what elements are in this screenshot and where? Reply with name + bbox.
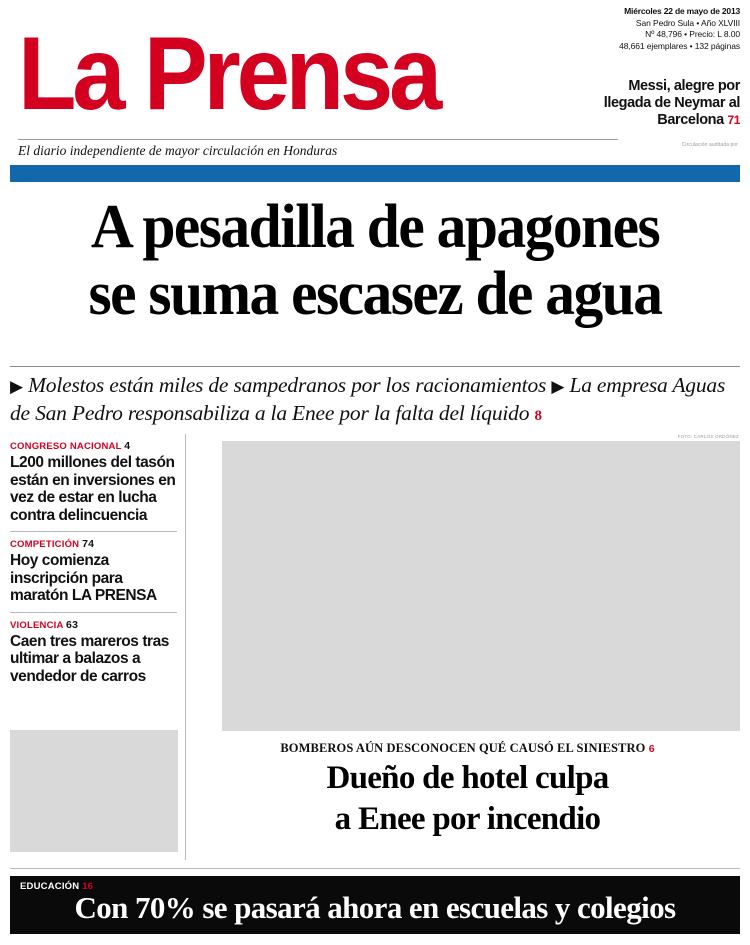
edition-city-year: San Pedro Sula • Año XLVIII <box>635 17 740 28</box>
promo-teaser-page: 71 <box>727 113 740 127</box>
brief-item-violencia[interactable] <box>10 612 177 686</box>
secondary-kicker-label: BOMBEROS AÚN DESCONOCEN QUÉ CAUSÓ EL SINIESTRO <box>280 741 646 755</box>
blue-divider-bar <box>10 165 740 182</box>
edition-copies-pages: 48,661 ejemplares • 132 páginas <box>619 40 740 51</box>
lead-headline-line-2: se suma escasez de agua <box>88 260 662 328</box>
lead-story-headline[interactable] <box>10 193 740 328</box>
brief-page-congreso: 4 <box>124 440 131 452</box>
deck-text-2: La empresa Aguas de San Pedro responsabiliza a la Enee por la falta del líquido <box>10 373 726 425</box>
bottom-banner[interactable] <box>10 876 740 934</box>
banner-headline: Con 70% se pasará ahora en escuelas y colegios <box>74 890 676 925</box>
secondary-story-page: 6 <box>648 743 655 755</box>
secondary-story-kicker <box>195 741 740 756</box>
brief-headline-competicion: Hoy comienza inscripción para maratón LA PRENSA <box>10 552 157 604</box>
briefs-column <box>10 434 186 860</box>
edition-date: Miércoles 22 de mayo de 2013 <box>624 6 740 16</box>
audit-note: Circulación auditada por <box>681 142 738 148</box>
lead-headline-line-1: A pesadilla de apagones <box>90 193 660 261</box>
brief-kicker-label-congreso: CONGRESO NACIONAL <box>10 441 122 452</box>
tagline-row <box>18 139 618 159</box>
brief-page-violencia: 63 <box>66 618 79 631</box>
deck-text-1: Molestos están miles de sampedranos por los racionamientos <box>28 373 547 397</box>
secondary-headline-line-1: Dueño de hotel culpa <box>326 760 609 796</box>
promo-teaser[interactable] <box>588 78 740 129</box>
main-column <box>195 434 740 860</box>
deck-bullet-icon-1: ▶ <box>10 377 23 396</box>
brief-kicker-violencia <box>10 619 177 631</box>
deck-bullet-icon-2: ▶ <box>551 377 565 396</box>
brief-item-congreso[interactable] <box>10 434 177 524</box>
brief-headline-violencia: Caen tres mareros tras ultimar a balazos a vendedor de carros <box>10 632 169 685</box>
tagline: El diario independiente de mayor circulación en Honduras <box>18 143 338 158</box>
brief-headline-congreso: L200 millones del tasón están en inversiones en vez de estar en lucha contra delincuencia <box>10 454 176 524</box>
brief-kicker-competicion <box>10 538 177 550</box>
brief-item-competicion[interactable] <box>10 531 177 605</box>
body-area <box>10 434 740 860</box>
brief-kicker-congreso <box>10 440 177 452</box>
sidebar-photo-placeholder <box>10 730 178 852</box>
banner-kicker-label: EDUCACIÓN <box>20 881 80 892</box>
lead-story-deck <box>10 366 740 429</box>
brief-page-competicion: 74 <box>82 538 95 550</box>
banner-top-rule <box>10 868 740 869</box>
brief-kicker-label-competicion: COMPETICIÓN <box>10 539 80 550</box>
edition-info <box>590 6 740 52</box>
main-photo-placeholder <box>222 441 740 731</box>
masthead <box>10 0 740 158</box>
edition-number-price: Nº 48,796 • Precio: L 8.00 <box>645 29 740 39</box>
secondary-headline-line-2: a Enee por incendio <box>334 801 601 837</box>
main-photo-credit: FOTO: CARLOS ORDÓÑEZ <box>677 434 739 439</box>
brief-kicker-label-violencia: VIOLENCIA <box>10 619 64 631</box>
banner-page: 16 <box>82 881 94 892</box>
promo-teaser-text: Messi, alegre por llegada de Neymar al Barcelona <box>603 78 740 128</box>
lead-story-page: 8 <box>534 408 542 424</box>
newspaper-logo: La Prensa <box>18 16 439 132</box>
secondary-story[interactable] <box>195 741 740 838</box>
